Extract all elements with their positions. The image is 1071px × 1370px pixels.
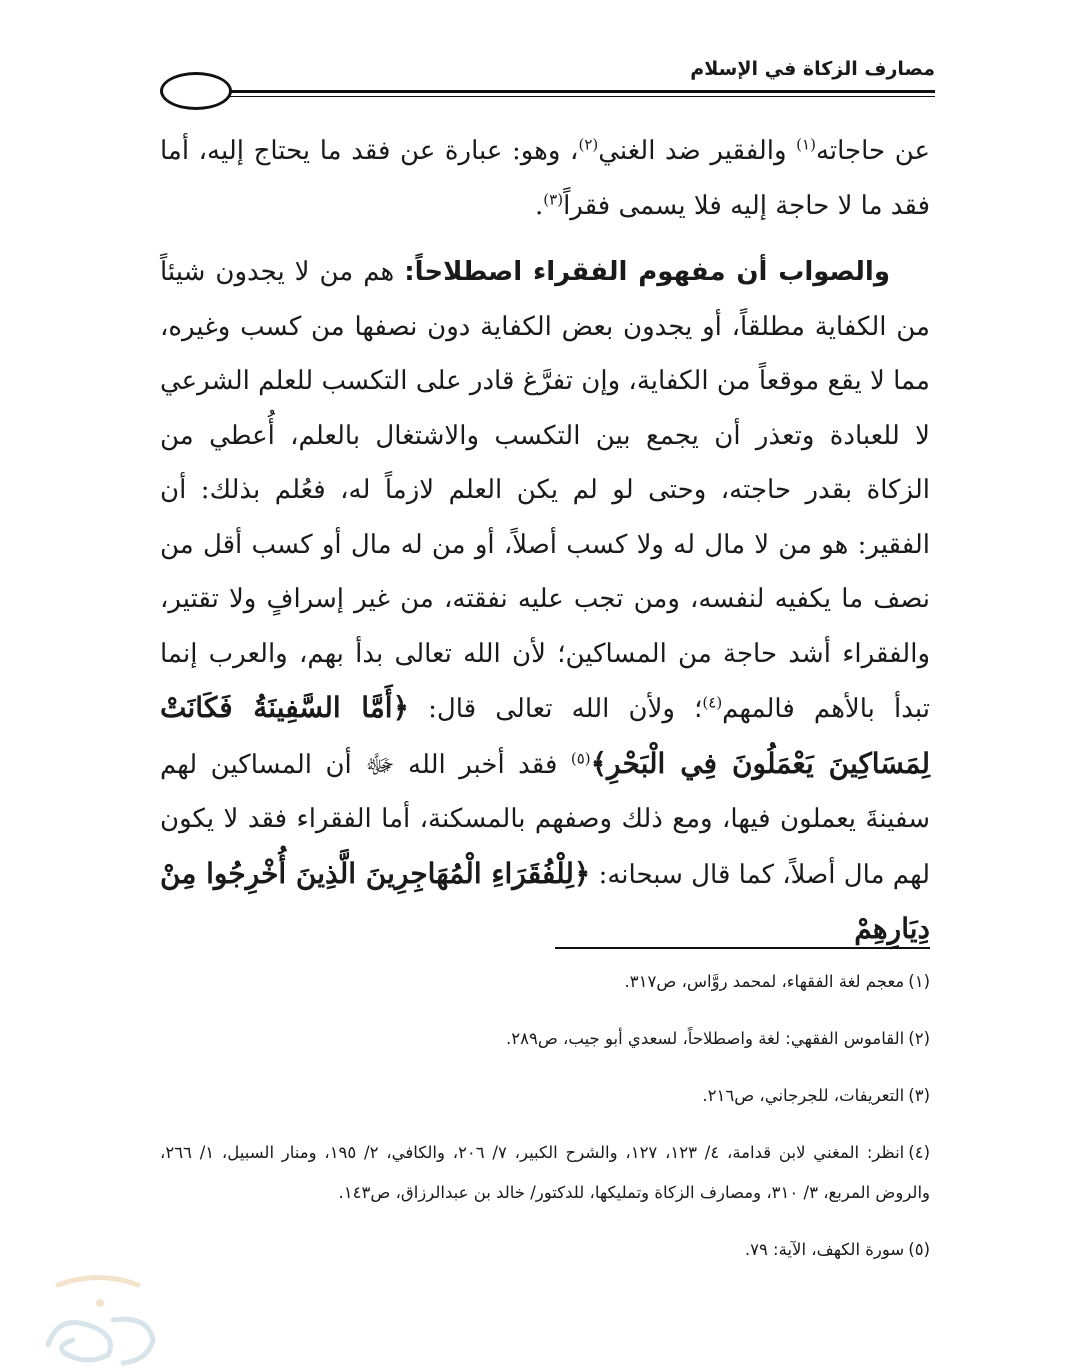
footnote-ref-3[interactable]: (٣) [543,189,564,208]
footnote-separator [555,947,930,949]
footnote-text: انظر: المغني لابن قدامة، ٤/ ١٢٣، ١٢٧، والشرح الكبير، ٧/ ٢٠٦، والكافي، ٢/ ١٩٥، ومنار السبيل، ١/ ٢٦٦، والروض المربع، ٣/ ٣١٠، ومصارف الزكاة وتمليكها، للدكتور/ خالد بن عبدالرزاق، ص١٤٣. [160,1143,930,1202]
footnote-text: معجم لغة الفقهاء، لمحمد روَّاس، ص٣١٧. [624,972,905,991]
footnote-ref-5[interactable]: (٥) [570,748,591,767]
footnote-2 [160,1019,930,1059]
footnote-5 [160,1230,930,1270]
footnote-number: (٤) [908,1143,930,1162]
footnote-number: (٥) [908,1240,930,1259]
quran-verse-2: ﴿لِلْفُقَرَاءِ الْمُهَاجِرِينَ الَّذِينَ أُخْرِجُوا مِنْ دِيَارِهِمْ [160,856,930,945]
running-title: مصارف الزكاة في الإسلام [690,58,935,80]
p2-text2: ؛ ولأن الله تعالى قال: [408,694,703,724]
footnote-ref-4[interactable]: (٤) [702,693,723,712]
header-rule-thick [230,90,935,93]
footnote-3 [160,1076,930,1116]
footnote-text: القاموس الفقهي: لغة واصطلاحاً، لسعدي أبو جيب، ص٢٨٩. [506,1029,905,1048]
p2-text3: فقد أخبر الله ﷻ أن المساكين لهم سفينةَ يعملون فيها، ومع ذلك وصفهم بالمسكنة، أما الفقراء فقد لا يكون لهم مال أصلاً، كما قال سبحانه: [160,749,930,890]
p1-text: عن حاجاته [815,136,931,166]
footnote-ref-1[interactable]: (١) [796,135,816,154]
quran-verse-1: ﴿أَمَّا السَّفِينَةُ فَكَانَتْ لِمَسَاكِينَ يَعْمَلُونَ فِي الْبَحْرِ﴾ [160,691,931,780]
footnotes [160,962,930,1287]
footnote-ref-2[interactable]: (٢) [578,135,599,154]
p1-rest: ، وهو: عبارة عن فقد ما يحتاج إليه، أما فقد ما لا حاجة إليه فلا يسمى فقراً [160,136,930,221]
publisher-watermark-icon [28,1265,168,1370]
definition-lead: والصواب أن مفهوم الفقراء اصطلاحاً: [404,257,890,287]
p1-mid: والفقير ضد الغني [598,136,797,166]
footnote-number: (٣) [908,1086,930,1105]
footnote-number: (٢) [908,1029,930,1048]
header-rule-thin [230,96,935,97]
main-text [160,124,930,958]
page-number-oval [160,72,232,110]
paragraph-1 [160,124,930,233]
p1-end: . [535,190,544,221]
page-header [160,52,935,116]
footnote-1 [160,962,930,1002]
footnote-4 [160,1133,930,1213]
p2-text: هم من لا يجدون شيئاً من الكفاية مطلقاً، أو يجدون بعض الكفاية دون نصفها من كسب وغيره، مما لا يقع موقعاً من الكفاية، وإن تفرَّغ قادر على التكسب للعلم الشرعي لا للعبادة وتعذر أن يجمع بين التكسب والاشتغال بالعلم، أُعطي من الزكاة بقدر حاجته، وحتى لو لم يكن العلم لازماً له، فعُلم بذلك: أن الفقير: هو من لا مال له ولا كسب أصلاً، أو من له مال أو كسب أقل من نصف ما يكفيه لنفسه، ومن تجب عليه نفقته، من غير إسرافٍ ولا تقتير، والفقراء أشد حاجة من المساكين؛ لأن الله تعالى بدأ بهم، والعرب إنما تبدأ بالأهم فالمهم [160,257,930,724]
footnote-text: سورة الكهف، الآية: ٧٩. [744,1240,905,1259]
footnote-text: التعريفات، للجرجاني، ص٢١٦. [702,1086,905,1105]
paragraph-2 [160,245,930,958]
footnote-number: (١) [908,972,930,991]
